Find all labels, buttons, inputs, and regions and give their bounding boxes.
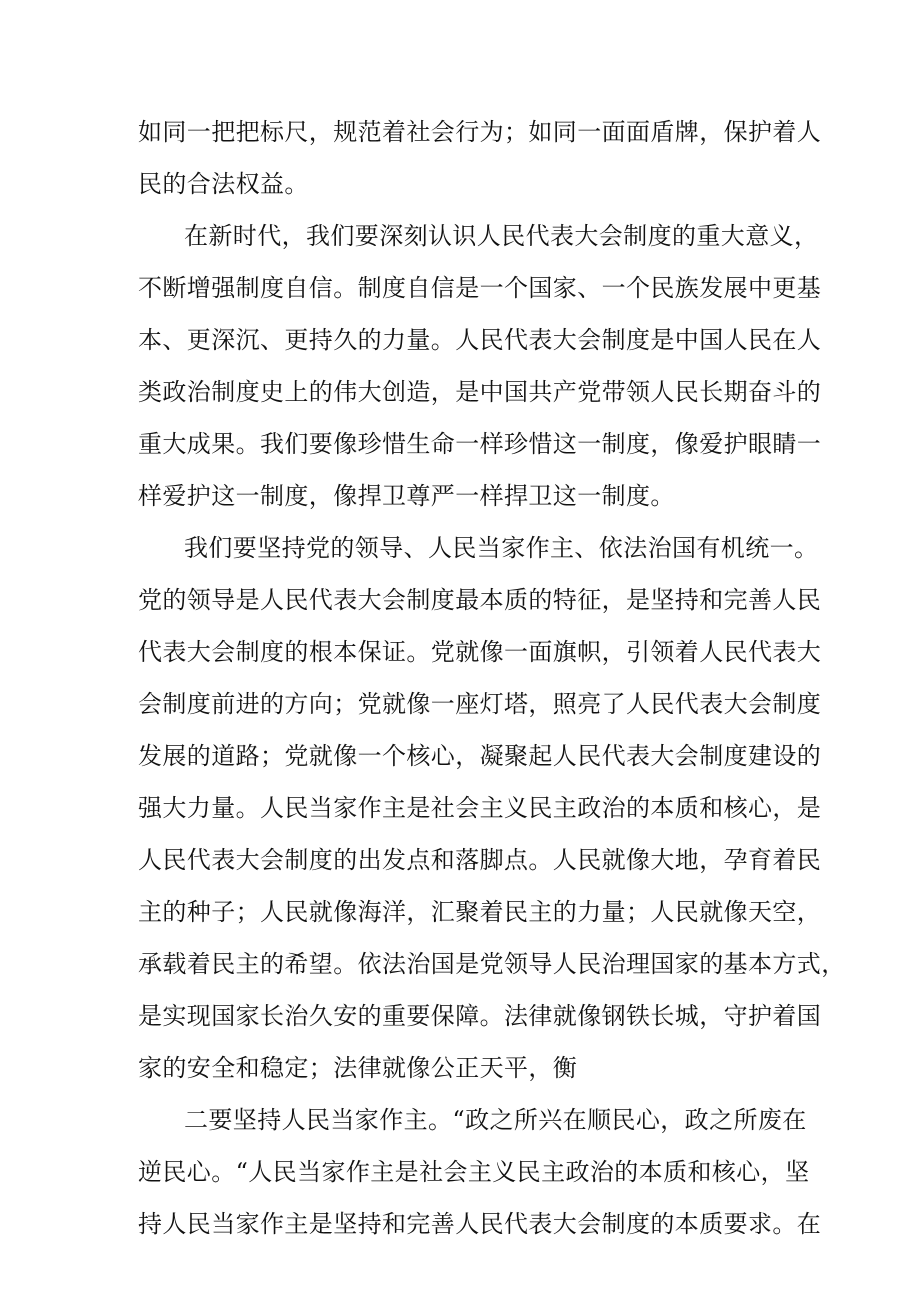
- paragraph-start-line: 二要坚持人民当家作主。“政之所兴在顺民心，政之所废在: [184, 1106, 807, 1134]
- text-line: 会制度前进的方向；党就像一座灯塔，照亮了人民代表大会制度: [138, 690, 822, 718]
- text-line: 强大力量。人民当家作主是社会主义民主政治的本质和核心，是: [138, 794, 822, 822]
- text-line: 逆民心。“人民当家作主是社会主义民主政治的本质和核心，坚: [138, 1158, 810, 1186]
- text-line: 党的领导是人民代表大会制度最本质的特征，是坚持和完善人民: [138, 586, 822, 614]
- text-line: 代表大会制度的根本保证。党就像一面旗帜，引领着人民代表大: [138, 638, 822, 666]
- text-line: 如同一把把标尺，规范着社会行为；如同一面面盾牌，保护着人: [138, 118, 822, 146]
- text-line: 不断增强制度自信。制度自信是一个国家、一个民族发展中更基: [138, 274, 822, 302]
- paragraph-start-line: 在新时代，我们要深刻认识人民代表大会制度的重大意义，: [184, 222, 819, 250]
- text-line: 民的合法权益。: [138, 170, 309, 198]
- text-line: 重大成果。我们要像珍惜生命一样珍惜这一制度，像爱护眼睛一: [138, 430, 822, 458]
- text-line: 人民代表大会制度的出发点和落脚点。人民就像大地，孕育着民: [138, 846, 822, 874]
- text-line: 本、更深沉、更持久的力量。人民代表大会制度是中国人民在人: [138, 326, 822, 354]
- text-line: 主的种子；人民就像海洋，汇聚着民主的力量；人民就像天空，: [138, 898, 822, 926]
- text-line: 持人民当家作主是坚持和完善人民代表大会制度的本质要求。在: [138, 1210, 822, 1238]
- text-line: 家的安全和稳定；法律就像公正天平，衡: [138, 1054, 578, 1082]
- text-line: 是实现国家长治久安的重要保障。法律就像钢铁长城，守护着国: [138, 1002, 822, 1030]
- text-line: 样爱护这一制度，像捍卫尊严一样捍卫这一制度。: [138, 482, 675, 510]
- text-line: 类政治制度史上的伟大创造，是中国共产党带领人民长期奋斗的: [138, 378, 822, 406]
- text-line: 发展的道路；党就像一个核心，凝聚起人民代表大会制度建设的: [138, 742, 822, 770]
- text-line: 承载着民主的希望。依法治国是党领导人民治理国家的基本方式，: [138, 950, 846, 978]
- body-text: [138, 106, 846, 1250]
- paragraph-start-line: 我们要坚持党的领导、人民当家作主、依法治国有机统一。: [184, 534, 819, 562]
